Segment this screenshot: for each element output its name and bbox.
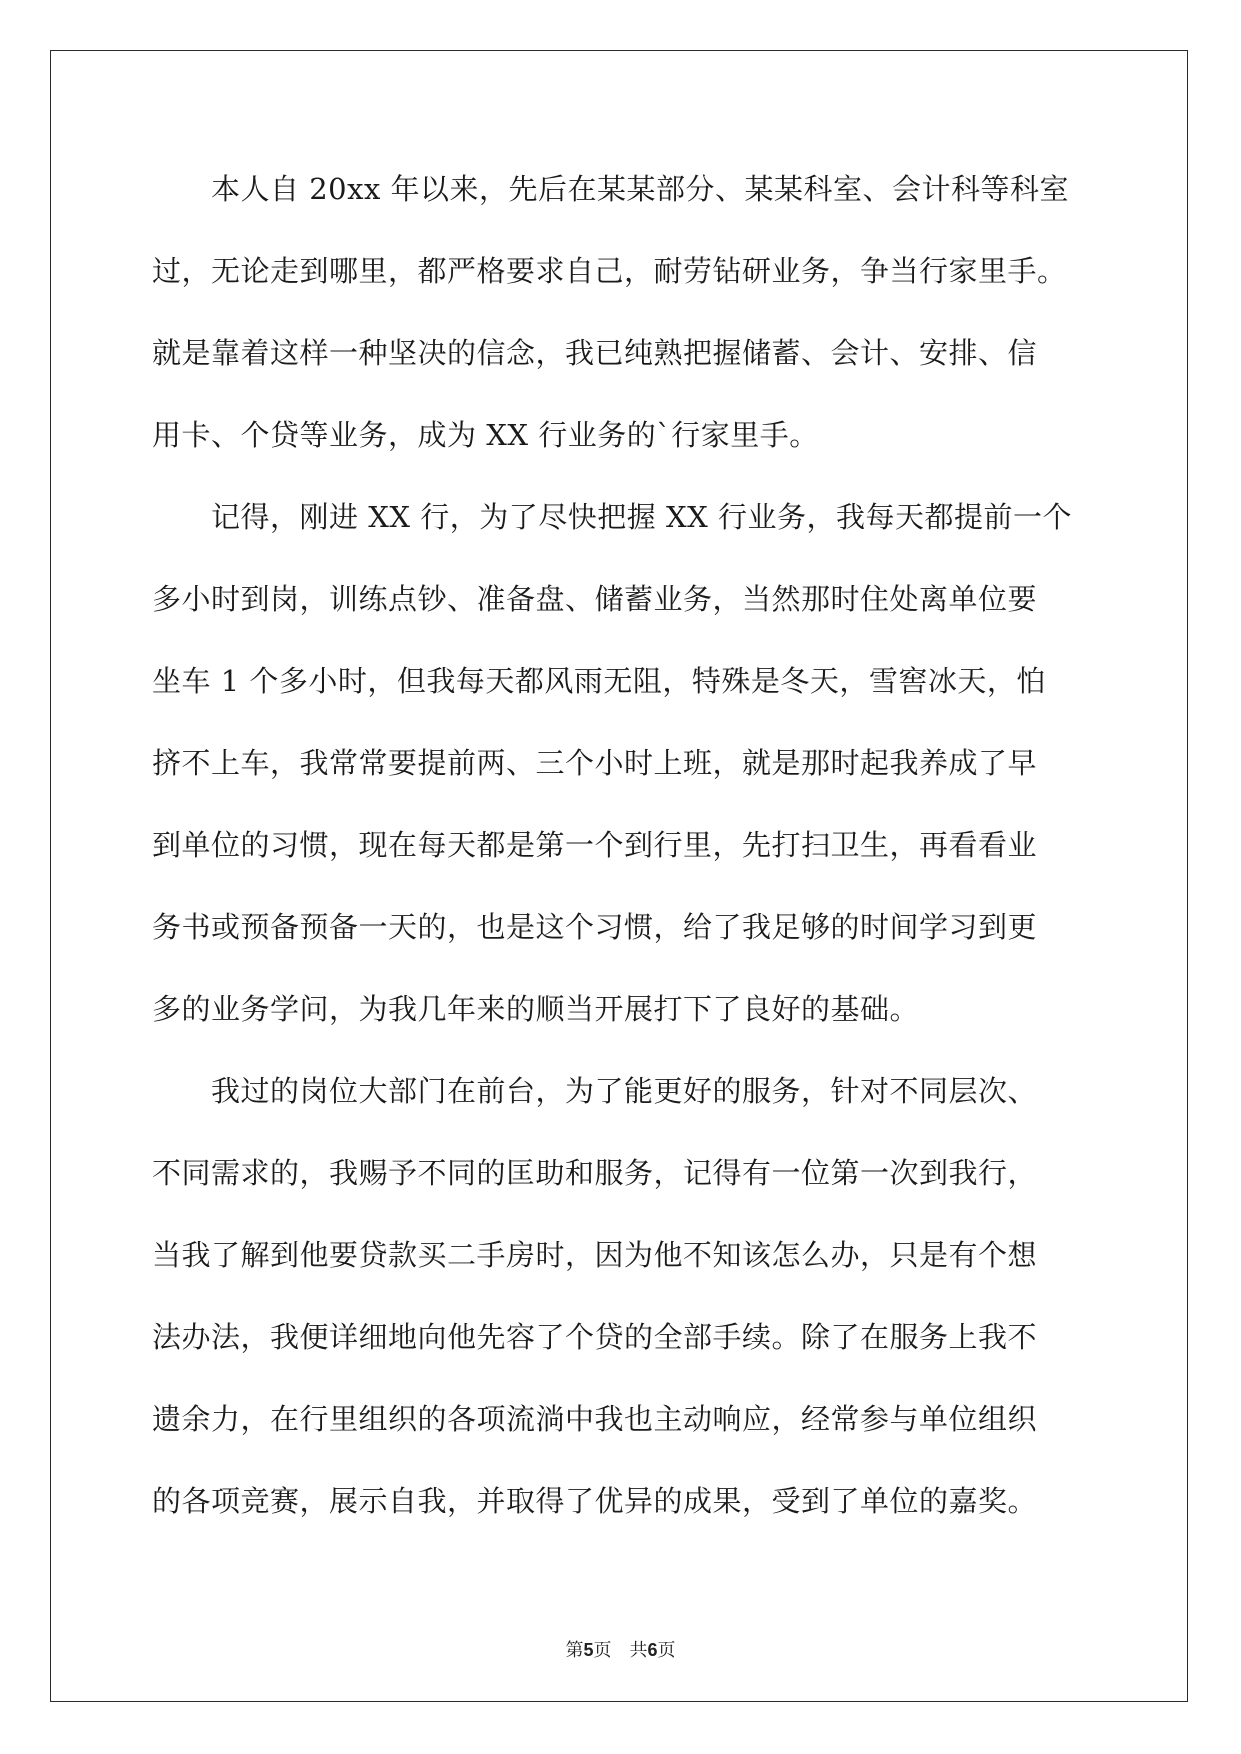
total-suffix: 页: [657, 1640, 676, 1661]
text-line: 坐车 1 个多小时，但我每天都风雨无阻，特殊是冬天，雪窖冰天，怕: [152, 664, 1046, 698]
text-line: 到单位的习惯，现在每天都是第一个到行里，先打扫卫生，再看看业: [152, 828, 1038, 862]
total-page-count: 6: [647, 1640, 658, 1660]
text-line: 多的业务学问，为我几年来的顺当开展打下了良好的基础。: [152, 992, 920, 1026]
text-line: 的各项竞赛，展示自我，并取得了优异的成果，受到了单位的嘉奖。: [152, 1484, 1038, 1518]
text-line: 务书或预备预备一天的，也是这个习惯，给了我足够的时间学习到更: [152, 910, 1038, 944]
text-line: 当我了解到他要贷款买二手房时，因为他不知该怎么办，只是有个想: [152, 1238, 1038, 1272]
current-page-number: 5: [583, 1640, 594, 1660]
text-line: 记得，刚进 XX 行，为了尽快把握 XX 行业务，我每天都提前一个: [152, 500, 1072, 534]
text-line: 就是靠着这样一种坚决的信念，我已纯熟把握储蓄、会计、安排、信: [152, 336, 1038, 370]
text-line: 挤不上车，我常常要提前两、三个小时上班，就是那时起我养成了早: [152, 746, 1038, 780]
page-suffix: 页: [593, 1640, 612, 1661]
page-prefix: 第: [565, 1640, 584, 1661]
total-prefix: 共: [629, 1640, 648, 1661]
text-line: 不同需求的，我赐予不同的匡助和服务，记得有一位第一次到我行，: [152, 1156, 1038, 1190]
text-line: 法办法，我便详细地向他先容了个贷的全部手续。除了在服务上我不: [152, 1320, 1038, 1354]
page-footer: [0, 1636, 1241, 1662]
text-line: 我过的岗位大部门在前台，为了能更好的服务，针对不同层次、: [152, 1074, 1038, 1108]
text-line: 多小时到岗，训练点钞、准备盘、储蓄业务，当然那时住处离单位要: [152, 582, 1038, 616]
text-line: 遗余力，在行里组织的各项流淌中我也主动响应，经常参与单位组织: [152, 1402, 1038, 1436]
text-line: 本人自 20xx 年以来，先后在某某部分、某某科室、会计科等科室: [152, 172, 1070, 206]
text-line: 用卡、个贷等业务，成为 XX 行业务的`行家里手。: [152, 418, 819, 452]
document-body: [152, 160, 1090, 1554]
text-line: 过，无论走到哪里，都严格要求自己，耐劳钻研业务，争当行家里手。: [152, 254, 1067, 288]
